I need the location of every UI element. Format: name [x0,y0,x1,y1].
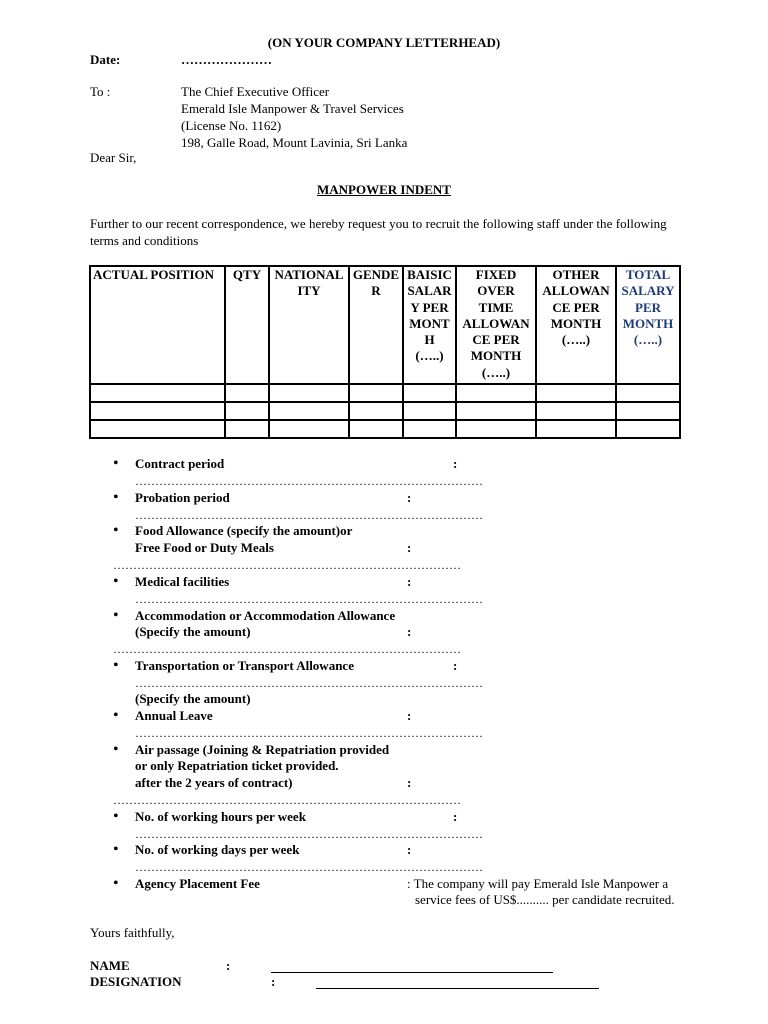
col-actual-position: ACTUAL POSITION [90,266,225,384]
table-cell[interactable] [225,402,269,420]
bullet-icon: • [113,808,119,825]
table-cell[interactable] [403,420,456,438]
table-cell[interactable] [269,402,349,420]
table-cell[interactable] [616,420,680,438]
term-colon: : [407,540,412,555]
term-air-line-1: Air passage (Joining & Repatriation provided [135,742,390,757]
table-cell[interactable] [225,420,269,438]
date-value: ………………… [181,52,272,67]
col-basic-salary: BAISIC SALAR Y PER MONT H (…..) [403,266,456,384]
term-agency-fee: Agency Placement Fee [135,876,260,891]
table-header-row [90,266,680,384]
term-colon: : [453,456,458,471]
letterhead-note: (ON YOUR COMPANY LETTERHEAD) [267,35,501,50]
table-row [90,402,680,420]
bullet-icon: • [113,741,119,758]
table-cell[interactable] [403,402,456,420]
col-total-salary: TOTAL SALARY PER MONTH (…..) [616,266,680,384]
name-colon: : [226,958,231,973]
term-colon: : [407,775,412,790]
term-annual-leave: Annual Leave [135,708,213,723]
subject-heading [0,182,768,198]
address-line: Emerald Isle Manpower & Travel Services [181,101,404,116]
table-cell[interactable] [536,420,616,438]
intro-line-2: terms and conditions [90,233,199,248]
col-nationality: NATIONAL ITY [269,266,349,384]
to-label: To : [90,84,111,99]
table-cell[interactable] [349,384,403,402]
term-working-hours: No. of working hours per week [135,809,306,824]
fill-line[interactable]: …………………………………………………………………………… [113,558,461,572]
table-cell[interactable] [616,384,680,402]
fill-line[interactable]: …………………………………………………………………………… [135,474,483,488]
fill-line[interactable]: …………………………………………………………………………… [113,793,461,807]
designation-signature-line[interactable] [316,988,599,989]
term-colon: : [407,490,412,505]
term-accommodation-line-1: Accommodation or Accommodation Allowance [135,608,396,623]
bullet-icon: • [113,707,119,724]
table-cell[interactable] [90,420,225,438]
staff-table [89,265,681,439]
intro-line-1: Further to our recent correspondence, we hereby request you to recruit the following staff under the following [90,216,667,231]
table-cell[interactable] [90,384,225,402]
fill-line[interactable]: …………………………………………………………………………… [135,508,483,522]
term-food-line-2: Free Food or Duty Meals [135,540,274,555]
fill-line[interactable]: …………………………………………………………………………… [135,827,483,841]
table-cell[interactable] [269,420,349,438]
term-colon: : [407,842,412,857]
table-cell[interactable] [456,384,536,402]
term-contract-period: Contract period [135,456,225,471]
term-colon: : [407,708,412,723]
bullet-icon: • [113,489,119,506]
agency-fee-value-1: : The company will pay Emerald Isle Manpower a [407,876,669,891]
bullet-icon: • [113,841,119,858]
table-cell[interactable] [616,402,680,420]
table-cell[interactable] [349,402,403,420]
bullet-icon: • [113,573,119,590]
table-cell[interactable] [456,402,536,420]
term-medical: Medical facilities [135,574,230,589]
bullet-icon: • [113,522,119,539]
bullet-icon: • [113,607,119,624]
closing-text: Yours faithfully, [90,925,175,940]
col-fixed-overtime: FIXED OVER TIME ALLOWAN CE PER MONTH (…..) [456,266,536,384]
bullet-icon: • [113,455,119,472]
designation-label: DESIGNATION [90,974,182,989]
bullet-icon: • [113,875,119,892]
name-label: NAME [90,958,130,973]
term-colon: : [453,658,458,673]
term-working-days: No. of working days per week [135,842,300,857]
table-cell[interactable] [90,402,225,420]
col-gender: GENDE R [349,266,403,384]
table-cell[interactable] [456,420,536,438]
fill-line[interactable]: …………………………………………………………………………… [135,860,483,874]
term-colon: : [453,809,458,824]
date-label: Date: [90,52,121,67]
term-air-line-2: or only Repatriation ticket provided. [135,758,339,773]
fill-line[interactable]: …………………………………………………………………………… [135,592,483,606]
table-cell[interactable] [349,420,403,438]
col-other-allowance: OTHER ALLOWAN CE PER MONTH (…..) [536,266,616,384]
agency-fee-value-2: service fees of US$.......... per candidate recruited. [415,892,675,907]
fill-line[interactable]: …………………………………………………………………………… [113,642,461,656]
term-food-line-1: Food Allowance (specify the amount)or [135,523,353,538]
bullet-icon: • [113,657,119,674]
subject-text: MANPOWER INDENT [317,182,451,197]
table-cell[interactable] [403,384,456,402]
term-transport-note: (Specify the amount) [135,691,251,706]
table-cell[interactable] [536,384,616,402]
table-cell[interactable] [536,402,616,420]
term-accommodation-line-2: (Specify the amount) [135,624,251,639]
table-cell[interactable] [269,384,349,402]
table-row [90,420,680,438]
fill-line[interactable]: …………………………………………………………………………… [135,726,483,740]
term-air-line-3: after the 2 years of contract) [135,775,293,790]
address-line: (License No. 1162) [181,118,282,133]
term-colon: : [407,574,412,589]
col-qty: QTY [225,266,269,384]
address-line: The Chief Executive Officer [181,84,330,99]
recipient-address [181,84,407,152]
term-colon: : [407,624,412,639]
table-cell[interactable] [225,384,269,402]
salutation: Dear Sir, [90,150,137,165]
name-signature-line[interactable] [271,972,553,973]
address-line: 198, Galle Road, Mount Lavinia, Sri Lanka [181,135,408,150]
table-row [90,384,680,402]
term-transport: Transportation or Transport Allowance [135,658,354,673]
fill-line[interactable]: …………………………………………………………………………… [135,676,483,690]
designation-colon: : [271,974,276,989]
term-probation-period: Probation period [135,490,230,505]
